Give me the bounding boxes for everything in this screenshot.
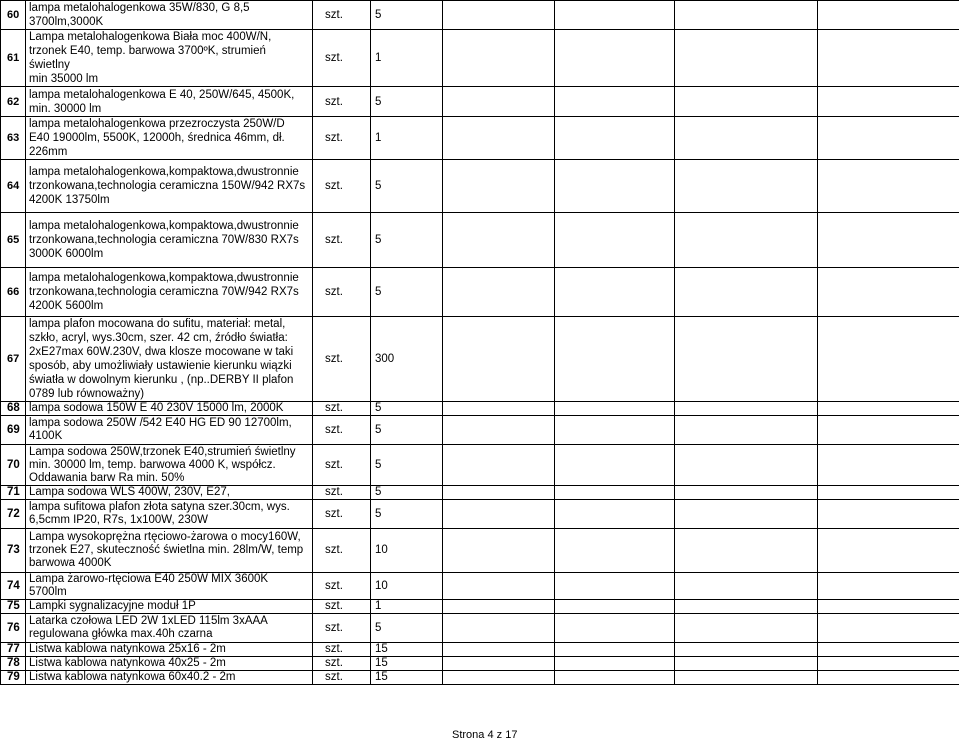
empty-cell xyxy=(555,160,675,213)
empty-cell xyxy=(675,213,818,268)
item-description: lampa metalohalogenkowa,kompaktowa,dwustronnie trzonkowana,technologia ceramiczna 70W/830 RX7s 3000K 6000lm xyxy=(26,213,313,268)
row-number: 61 xyxy=(1,30,26,87)
empty-cell xyxy=(675,671,818,685)
row-number: 68 xyxy=(1,402,26,416)
item-quantity: 10 xyxy=(371,529,443,573)
row-number: 75 xyxy=(1,600,26,614)
item-quantity: 1 xyxy=(371,117,443,160)
item-description: Listwa kablowa natynkowa 25x16 - 2m xyxy=(26,643,313,657)
empty-cell xyxy=(675,117,818,160)
row-number: 62 xyxy=(1,87,26,117)
row-number: 73 xyxy=(1,529,26,573)
empty-cell xyxy=(675,30,818,87)
empty-cell xyxy=(443,445,555,486)
empty-cell xyxy=(818,160,959,213)
empty-cell xyxy=(443,30,555,87)
item-quantity: 5 xyxy=(371,445,443,486)
row-number: 65 xyxy=(1,213,26,268)
empty-cell xyxy=(675,614,818,643)
empty-cell xyxy=(818,445,959,486)
item-description: lampa metalohalogenkowa E 40, 250W/645, 4500K, min. 30000 lm xyxy=(26,87,313,117)
table-row xyxy=(1,117,959,160)
empty-cell xyxy=(818,614,959,643)
empty-cell xyxy=(443,500,555,529)
empty-cell xyxy=(443,486,555,500)
item-description: lampa sodowa 250W /542 E40 HG ED 90 12700lm, 4100K xyxy=(26,416,313,445)
empty-cell xyxy=(443,416,555,445)
row-number: 79 xyxy=(1,671,26,685)
empty-cell xyxy=(675,500,818,529)
empty-cell xyxy=(443,573,555,600)
item-description: lampa metalohalogenkowa,kompaktowa,dwustronnie trzonkowana,technologia ceramiczna 150W/942 RX7s 4200K 13750lm xyxy=(26,160,313,213)
empty-cell xyxy=(555,30,675,87)
row-number: 60 xyxy=(1,1,26,30)
item-description: lampa plafon mocowana do sufitu, materiał: metal, szkło, acryl, wys.30cm, szer. 42 cm, źródło światła: 2xE27max 60W.230V, dwa klosze mocowane w taki sposób, aby umożliwiały ustawienie kierunku wiązki światła w dowolnym kierunku , (np..DERBY II plafon 0789 lub równoważny) xyxy=(26,317,313,402)
empty-cell xyxy=(555,1,675,30)
item-description: Lampa żarowo-rtęciowa E40 250W MIX 3600K 5700lm xyxy=(26,573,313,600)
empty-cell xyxy=(818,30,959,87)
table-row xyxy=(1,573,959,600)
item-quantity: 5 xyxy=(371,402,443,416)
row-number: 72 xyxy=(1,500,26,529)
row-number: 70 xyxy=(1,445,26,486)
item-unit: szt. xyxy=(313,268,371,317)
empty-cell xyxy=(555,657,675,671)
empty-cell xyxy=(555,573,675,600)
empty-cell xyxy=(555,671,675,685)
empty-cell xyxy=(818,600,959,614)
item-description: Lampki sygnalizacyjne moduł 1P xyxy=(26,600,313,614)
empty-cell xyxy=(818,486,959,500)
empty-cell xyxy=(675,643,818,657)
empty-cell xyxy=(818,213,959,268)
empty-cell xyxy=(818,500,959,529)
item-description: lampa metalohalogenkowa 35W/830, G 8,5 3700lm,3000K xyxy=(26,1,313,30)
empty-cell xyxy=(675,87,818,117)
item-description: Listwa kablowa natynkowa 40x25 - 2m xyxy=(26,657,313,671)
item-unit: szt. xyxy=(313,402,371,416)
item-description: lampa sodowa 150W E 40 230V 15000 lm, 2000K xyxy=(26,402,313,416)
empty-cell xyxy=(443,268,555,317)
empty-cell xyxy=(675,529,818,573)
item-quantity: 15 xyxy=(371,671,443,685)
empty-cell xyxy=(443,87,555,117)
empty-cell xyxy=(675,657,818,671)
empty-cell xyxy=(555,402,675,416)
item-unit: szt. xyxy=(313,160,371,213)
empty-cell xyxy=(675,402,818,416)
table-row xyxy=(1,213,959,268)
item-quantity: 5 xyxy=(371,486,443,500)
empty-cell xyxy=(818,416,959,445)
empty-cell xyxy=(555,500,675,529)
empty-cell xyxy=(443,657,555,671)
table-row xyxy=(1,160,959,213)
empty-cell xyxy=(443,213,555,268)
item-unit: szt. xyxy=(313,529,371,573)
item-unit: szt. xyxy=(313,600,371,614)
table-row xyxy=(1,486,959,500)
item-description: lampa sufitowa plafon złota satyna szer.30cm, wys. 6,5cmm IP20, R7s, 1x100W, 230W xyxy=(26,500,313,529)
empty-cell xyxy=(555,643,675,657)
empty-cell xyxy=(555,213,675,268)
item-quantity: 5 xyxy=(371,416,443,445)
table-row xyxy=(1,30,959,87)
table-row xyxy=(1,268,959,317)
item-quantity: 5 xyxy=(371,268,443,317)
row-number: 74 xyxy=(1,573,26,600)
empty-cell xyxy=(675,486,818,500)
item-quantity: 300 xyxy=(371,317,443,402)
item-description: lampa metalohalogenkowa przezroczysta 250W/D E40 19000lm, 5500K, 12000h, średnica 46mm, dł. 226mm xyxy=(26,117,313,160)
item-unit: szt. xyxy=(313,500,371,529)
empty-cell xyxy=(555,445,675,486)
item-description: Latarka czołowa LED 2W 1xLED 115lm 3xAAA regulowana główka max.40h czarna xyxy=(26,614,313,643)
row-number: 71 xyxy=(1,486,26,500)
empty-cell xyxy=(675,416,818,445)
item-quantity: 5 xyxy=(371,614,443,643)
item-unit: szt. xyxy=(313,317,371,402)
empty-cell xyxy=(675,573,818,600)
item-description: Lampa metalohalogenkowa Biała moc 400W/N, trzonek E40, temp. barwowa 3700ºK, strumień świetlny min 35000 lm xyxy=(26,30,313,87)
empty-cell xyxy=(555,317,675,402)
table-row xyxy=(1,529,959,573)
item-quantity: 5 xyxy=(371,87,443,117)
empty-cell xyxy=(555,600,675,614)
empty-cell xyxy=(675,268,818,317)
empty-cell xyxy=(443,614,555,643)
empty-cell xyxy=(443,1,555,30)
empty-cell xyxy=(675,445,818,486)
item-unit: szt. xyxy=(313,486,371,500)
row-number: 64 xyxy=(1,160,26,213)
item-unit: szt. xyxy=(313,657,371,671)
item-quantity: 5 xyxy=(371,213,443,268)
item-quantity: 5 xyxy=(371,500,443,529)
empty-cell xyxy=(555,268,675,317)
table-row xyxy=(1,657,959,671)
table-row xyxy=(1,1,959,30)
item-unit: szt. xyxy=(313,30,371,87)
empty-cell xyxy=(443,317,555,402)
empty-cell xyxy=(555,87,675,117)
item-quantity: 15 xyxy=(371,657,443,671)
empty-cell xyxy=(818,402,959,416)
empty-cell xyxy=(818,87,959,117)
item-quantity: 5 xyxy=(371,160,443,213)
empty-cell xyxy=(675,160,818,213)
table-row xyxy=(1,500,959,529)
empty-cell xyxy=(818,117,959,160)
empty-cell xyxy=(818,573,959,600)
item-quantity: 5 xyxy=(371,1,443,30)
row-number: 77 xyxy=(1,643,26,657)
item-unit: szt. xyxy=(313,117,371,160)
table-row xyxy=(1,600,959,614)
empty-cell xyxy=(443,529,555,573)
page-number: Strona 4 z 17 xyxy=(452,729,517,741)
item-unit: szt. xyxy=(313,643,371,657)
item-description: Listwa kablowa natynkowa 60x40.2 - 2m xyxy=(26,671,313,685)
item-quantity: 10 xyxy=(371,573,443,600)
item-quantity: 15 xyxy=(371,643,443,657)
empty-cell xyxy=(555,416,675,445)
table-row xyxy=(1,445,959,486)
table-row xyxy=(1,416,959,445)
empty-cell xyxy=(443,600,555,614)
empty-cell xyxy=(818,529,959,573)
item-unit: szt. xyxy=(313,573,371,600)
empty-cell xyxy=(818,671,959,685)
item-description: Lampa wysokoprężna rtęciowo-żarowa o mocy160W, trzonek E27, skuteczność świetlna min. 28lm/W, temp barwowa 4000K xyxy=(26,529,313,573)
empty-cell xyxy=(818,657,959,671)
item-unit: szt. xyxy=(313,416,371,445)
table-row xyxy=(1,643,959,657)
empty-cell xyxy=(555,529,675,573)
row-number: 78 xyxy=(1,657,26,671)
item-description: Lampa sodowa WLS 400W, 230V, E27, xyxy=(26,486,313,500)
table-row xyxy=(1,671,959,685)
row-number: 69 xyxy=(1,416,26,445)
row-number: 76 xyxy=(1,614,26,643)
row-number: 63 xyxy=(1,117,26,160)
empty-cell xyxy=(818,317,959,402)
item-unit: szt. xyxy=(313,213,371,268)
table-row xyxy=(1,614,959,643)
row-number: 67 xyxy=(1,317,26,402)
empty-cell xyxy=(675,1,818,30)
empty-cell xyxy=(675,317,818,402)
table-row xyxy=(1,317,959,402)
empty-cell xyxy=(818,643,959,657)
item-unit: szt. xyxy=(313,445,371,486)
item-description: lampa metalohalogenkowa,kompaktowa,dwustronnie trzonkowana,technologia ceramiczna 70W/942 RX7s 4200K 5600lm xyxy=(26,268,313,317)
item-quantity: 1 xyxy=(371,30,443,87)
item-unit: szt. xyxy=(313,671,371,685)
item-unit: szt. xyxy=(313,614,371,643)
empty-cell xyxy=(443,643,555,657)
item-unit: szt. xyxy=(313,1,371,30)
empty-cell xyxy=(443,671,555,685)
empty-cell xyxy=(443,160,555,213)
empty-cell xyxy=(443,402,555,416)
table-row xyxy=(1,402,959,416)
item-quantity: 1 xyxy=(371,600,443,614)
row-number: 66 xyxy=(1,268,26,317)
empty-cell xyxy=(818,268,959,317)
empty-cell xyxy=(555,117,675,160)
table-row xyxy=(1,87,959,117)
empty-cell xyxy=(818,1,959,30)
empty-cell xyxy=(443,117,555,160)
empty-cell xyxy=(555,486,675,500)
empty-cell xyxy=(675,600,818,614)
empty-cell xyxy=(555,614,675,643)
item-description: Lampa sodowa 250W,trzonek E40,strumień świetlny min. 30000 lm, temp. barwowa 4000 K, współcz. Oddawania barw Ra min. 50% xyxy=(26,445,313,486)
item-unit: szt. xyxy=(313,87,371,117)
